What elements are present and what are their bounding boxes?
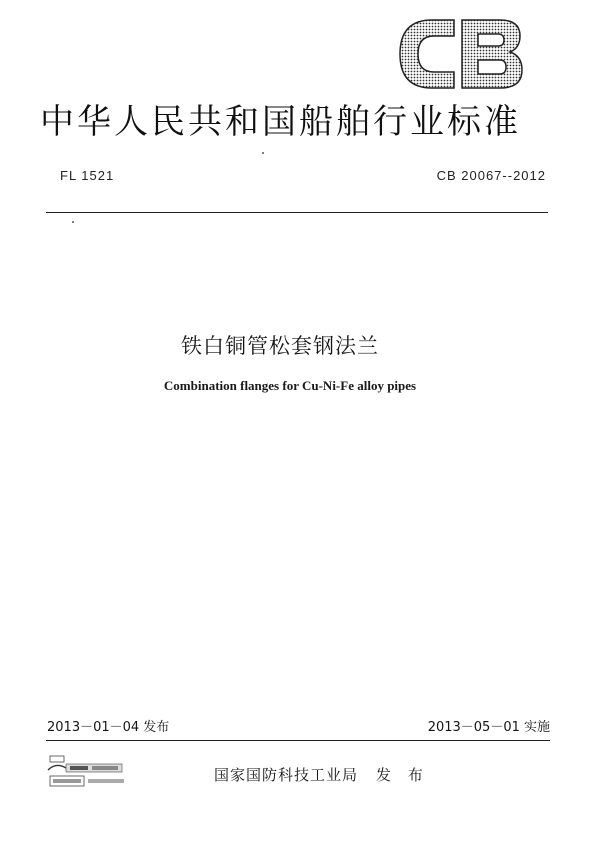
publisher-line [214,764,429,785]
publisher-action: 发 布 [376,766,429,784]
standard-title-english: Combination flanges for Cu-Ni-Fe alloy pipes [163,378,417,393]
stamp-icon [46,752,130,792]
scan-speck [262,152,264,154]
scan-speck [72,221,74,223]
organization-title: 中华人民共和国船舶行业标准 [40,102,521,142]
header-divider [46,212,548,213]
issue-date: 2013－01－04 发布 [47,720,170,735]
classification-code: FL 1521 [60,168,115,183]
publisher-name: 国家国防科技工业局 [214,766,359,784]
standard-number: CB 20067--2012 [436,168,546,183]
footer-divider [46,740,550,741]
implementation-date: 2013－05－01 实施 [427,720,550,735]
cb-logo-icon [392,16,528,92]
anti-counterfeit-stamp [46,752,130,792]
standard-title-chinese: 铁白铜管松套钢法兰 [181,334,379,358]
cb-logo [392,16,528,92]
